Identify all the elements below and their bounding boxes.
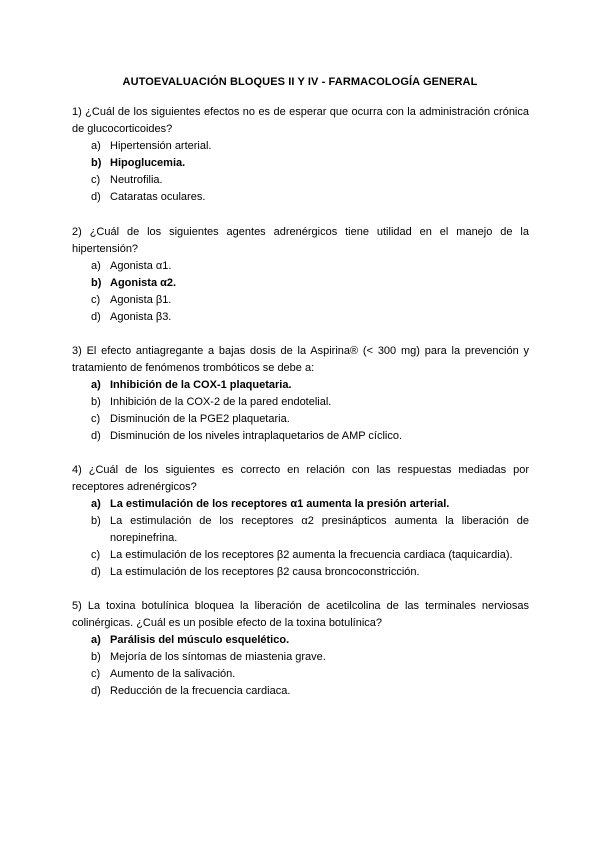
question-2 <box>72 224 529 326</box>
option-b <box>72 394 529 411</box>
question-stem: 4) ¿Cuál de los siguientes es correcto en relación con las respuestas mediadas por receptores adrenérgicos? <box>72 464 529 493</box>
option-label: d) <box>91 191 101 203</box>
option-label: a) <box>91 140 101 152</box>
option-label: c) <box>91 668 101 680</box>
option-label: c) <box>91 294 101 306</box>
option-c <box>72 411 529 428</box>
option-c <box>72 172 529 189</box>
option-label: b) <box>91 157 102 169</box>
option-label: d) <box>91 430 101 442</box>
option-label: d) <box>91 566 101 578</box>
option-label: a) <box>91 260 101 272</box>
option-text: Mejoría de los síntomas de miastenia grave. <box>110 651 326 663</box>
option-b-correct <box>72 155 529 172</box>
option-text: La estimulación de los receptores α1 aumenta la presión arterial. <box>110 498 450 510</box>
option-list <box>72 632 529 700</box>
option-a-correct <box>72 496 529 513</box>
option-text: Inhibición de la COX-1 plaquetaria. <box>110 379 292 391</box>
option-label: b) <box>91 277 102 289</box>
option-c <box>72 292 529 309</box>
option-text: Aumento de la salivación. <box>110 668 236 680</box>
option-text: Cataratas oculares. <box>110 191 206 203</box>
question-stem: 2) ¿Cuál de los siguientes agentes adrenérgicos tiene utilidad en el manejo de la hipertensión? <box>72 226 529 255</box>
option-list <box>72 138 529 206</box>
option-label: c) <box>91 549 101 561</box>
question-stem: 5) La toxina botulínica bloquea la liberación de acetilcolina de las terminales nerviosas colinérgicas. ¿Cuál es un posible efecto de la toxina botulínica? <box>72 600 529 629</box>
option-label: c) <box>91 174 101 186</box>
question-3 <box>72 343 529 445</box>
option-text: Agonista β3. <box>110 311 172 323</box>
option-list <box>72 258 529 326</box>
option-c <box>72 666 529 683</box>
option-text: Parálisis del músculo esquelético. <box>110 634 290 646</box>
option-text: Neutrofilia. <box>110 174 163 186</box>
option-label: b) <box>91 396 101 408</box>
option-text: Disminución de la PGE2 plaquetaria. <box>110 413 290 425</box>
question-stem: 3) El efecto antiagregante a bajas dosis de la Aspirina® (< 300 mg) para la prevención y tratamiento de fenómenos trombóticos se debe a: <box>72 345 529 374</box>
option-text: La estimulación de los receptores α2 presinápticos aumenta la liberación de norepinefrina. <box>110 515 529 544</box>
option-list <box>72 496 529 581</box>
option-a <box>72 258 529 275</box>
option-b <box>72 513 529 547</box>
option-label: a) <box>91 379 101 391</box>
option-label: d) <box>91 685 101 697</box>
option-text: Reducción de la frecuencia cardiaca. <box>110 685 291 697</box>
option-a-correct <box>72 377 529 394</box>
option-d <box>72 683 529 700</box>
question-1 <box>72 104 529 206</box>
option-b-correct <box>72 275 529 292</box>
option-d <box>72 309 529 326</box>
option-list <box>72 377 529 445</box>
option-label: a) <box>91 498 101 510</box>
option-label: a) <box>91 634 101 646</box>
option-b <box>72 649 529 666</box>
option-label: b) <box>91 515 101 527</box>
question-5 <box>72 598 529 700</box>
option-a <box>72 138 529 155</box>
option-text: Agonista α1. <box>110 260 172 272</box>
page-title: AUTOEVALUACIÓN BLOQUES II Y IV - FARMACOLOGÍA GENERAL <box>122 76 478 88</box>
option-d <box>72 564 529 581</box>
question-4 <box>72 462 529 581</box>
option-text: La estimulación de los receptores β2 aumenta la frecuencia cardiaca (taquicardia). <box>110 549 513 561</box>
option-a-correct <box>72 632 529 649</box>
option-d <box>72 428 529 445</box>
option-text: La estimulación de los receptores β2 causa broncoconstricción. <box>110 566 420 578</box>
option-d <box>72 189 529 206</box>
option-label: c) <box>91 413 101 425</box>
option-text: Agonista β1. <box>110 294 172 306</box>
option-text: Disminución de los niveles intraplaquetarios de AMP cíclico. <box>110 430 403 442</box>
option-text: Agonista α2. <box>110 277 177 289</box>
option-label: d) <box>91 311 101 323</box>
question-stem: 1) ¿Cuál de los siguientes efectos no es de esperar que ocurra con la administración crónica de glucocorticoides? <box>72 106 529 135</box>
option-c <box>72 547 529 564</box>
option-text: Hipertensión arterial. <box>110 140 212 152</box>
option-text: Inhibición de la COX-2 de la pared endotelial. <box>110 396 332 408</box>
option-text: Hipoglucemia. <box>110 157 186 169</box>
option-label: b) <box>91 651 101 663</box>
